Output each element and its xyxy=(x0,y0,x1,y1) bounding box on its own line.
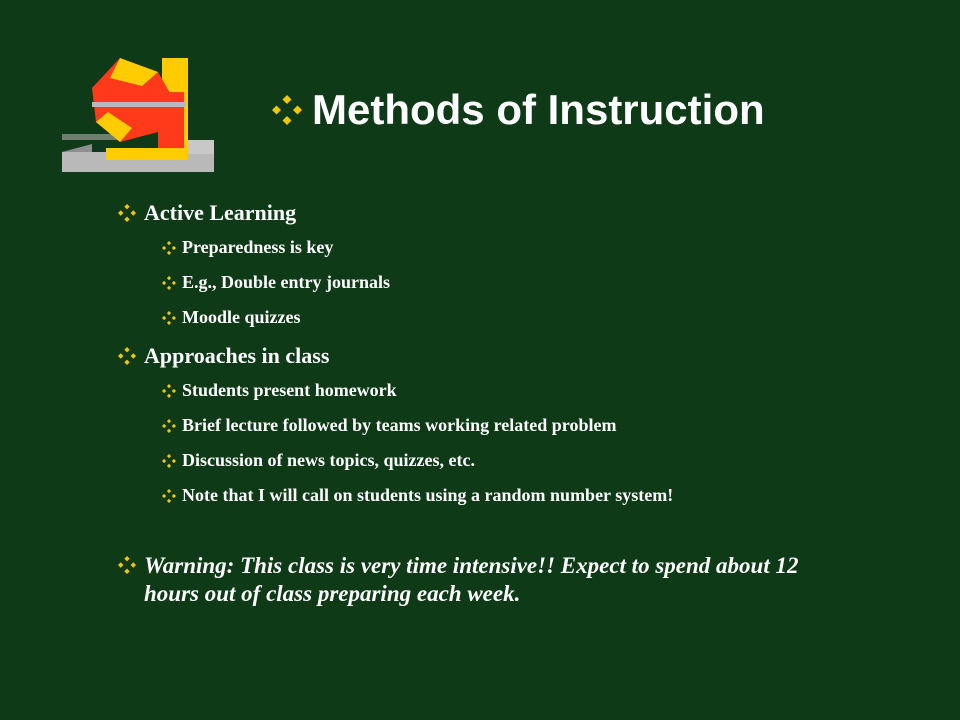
section-heading xyxy=(118,196,673,230)
four-diamond-bullet-icon xyxy=(162,489,176,503)
list-item-text: Brief lecture followed by teams working related problem xyxy=(182,415,617,435)
four-diamond-bullet-icon xyxy=(162,454,176,468)
list-item xyxy=(162,230,673,265)
list-item-text: E.g., Double entry journals xyxy=(182,272,391,292)
slide-title-text: Methods of Instruction xyxy=(312,86,765,133)
four-diamond-bullet-icon xyxy=(118,556,136,574)
warning-note xyxy=(118,552,858,608)
four-diamond-bullet-icon xyxy=(162,311,176,325)
four-diamond-bullet-icon xyxy=(162,419,176,433)
list-item-text: Students present homework xyxy=(182,380,397,400)
slide-title xyxy=(272,86,765,134)
logo-icon xyxy=(62,52,222,174)
warning-text: Warning: This class is very time intensive!! Expect to spend about 12 hours out of class preparing each week. xyxy=(144,553,799,606)
list-item xyxy=(162,300,673,335)
four-diamond-bullet-icon xyxy=(162,276,176,290)
four-diamond-bullet-icon xyxy=(162,241,176,255)
list-item xyxy=(162,443,673,478)
list-item-text: Note that I will call on students using a random number system! xyxy=(182,485,674,505)
four-diamond-bullet-icon xyxy=(118,204,136,222)
section-heading-text: Approaches in class xyxy=(144,343,330,368)
section-heading xyxy=(118,339,673,373)
bullet-list xyxy=(118,196,673,513)
four-diamond-bullet-icon xyxy=(272,95,302,125)
four-diamond-bullet-icon xyxy=(118,347,136,365)
list-item xyxy=(162,408,673,443)
list-item-text: Preparedness is key xyxy=(182,237,334,257)
four-diamond-bullet-icon xyxy=(162,384,176,398)
section-heading-text: Active Learning xyxy=(144,200,297,225)
list-item xyxy=(162,265,673,300)
list-item-text: Discussion of news topics, quizzes, etc. xyxy=(182,450,475,470)
list-item xyxy=(162,478,673,513)
list-item xyxy=(162,373,673,408)
list-item-text: Moodle quizzes xyxy=(182,307,301,327)
